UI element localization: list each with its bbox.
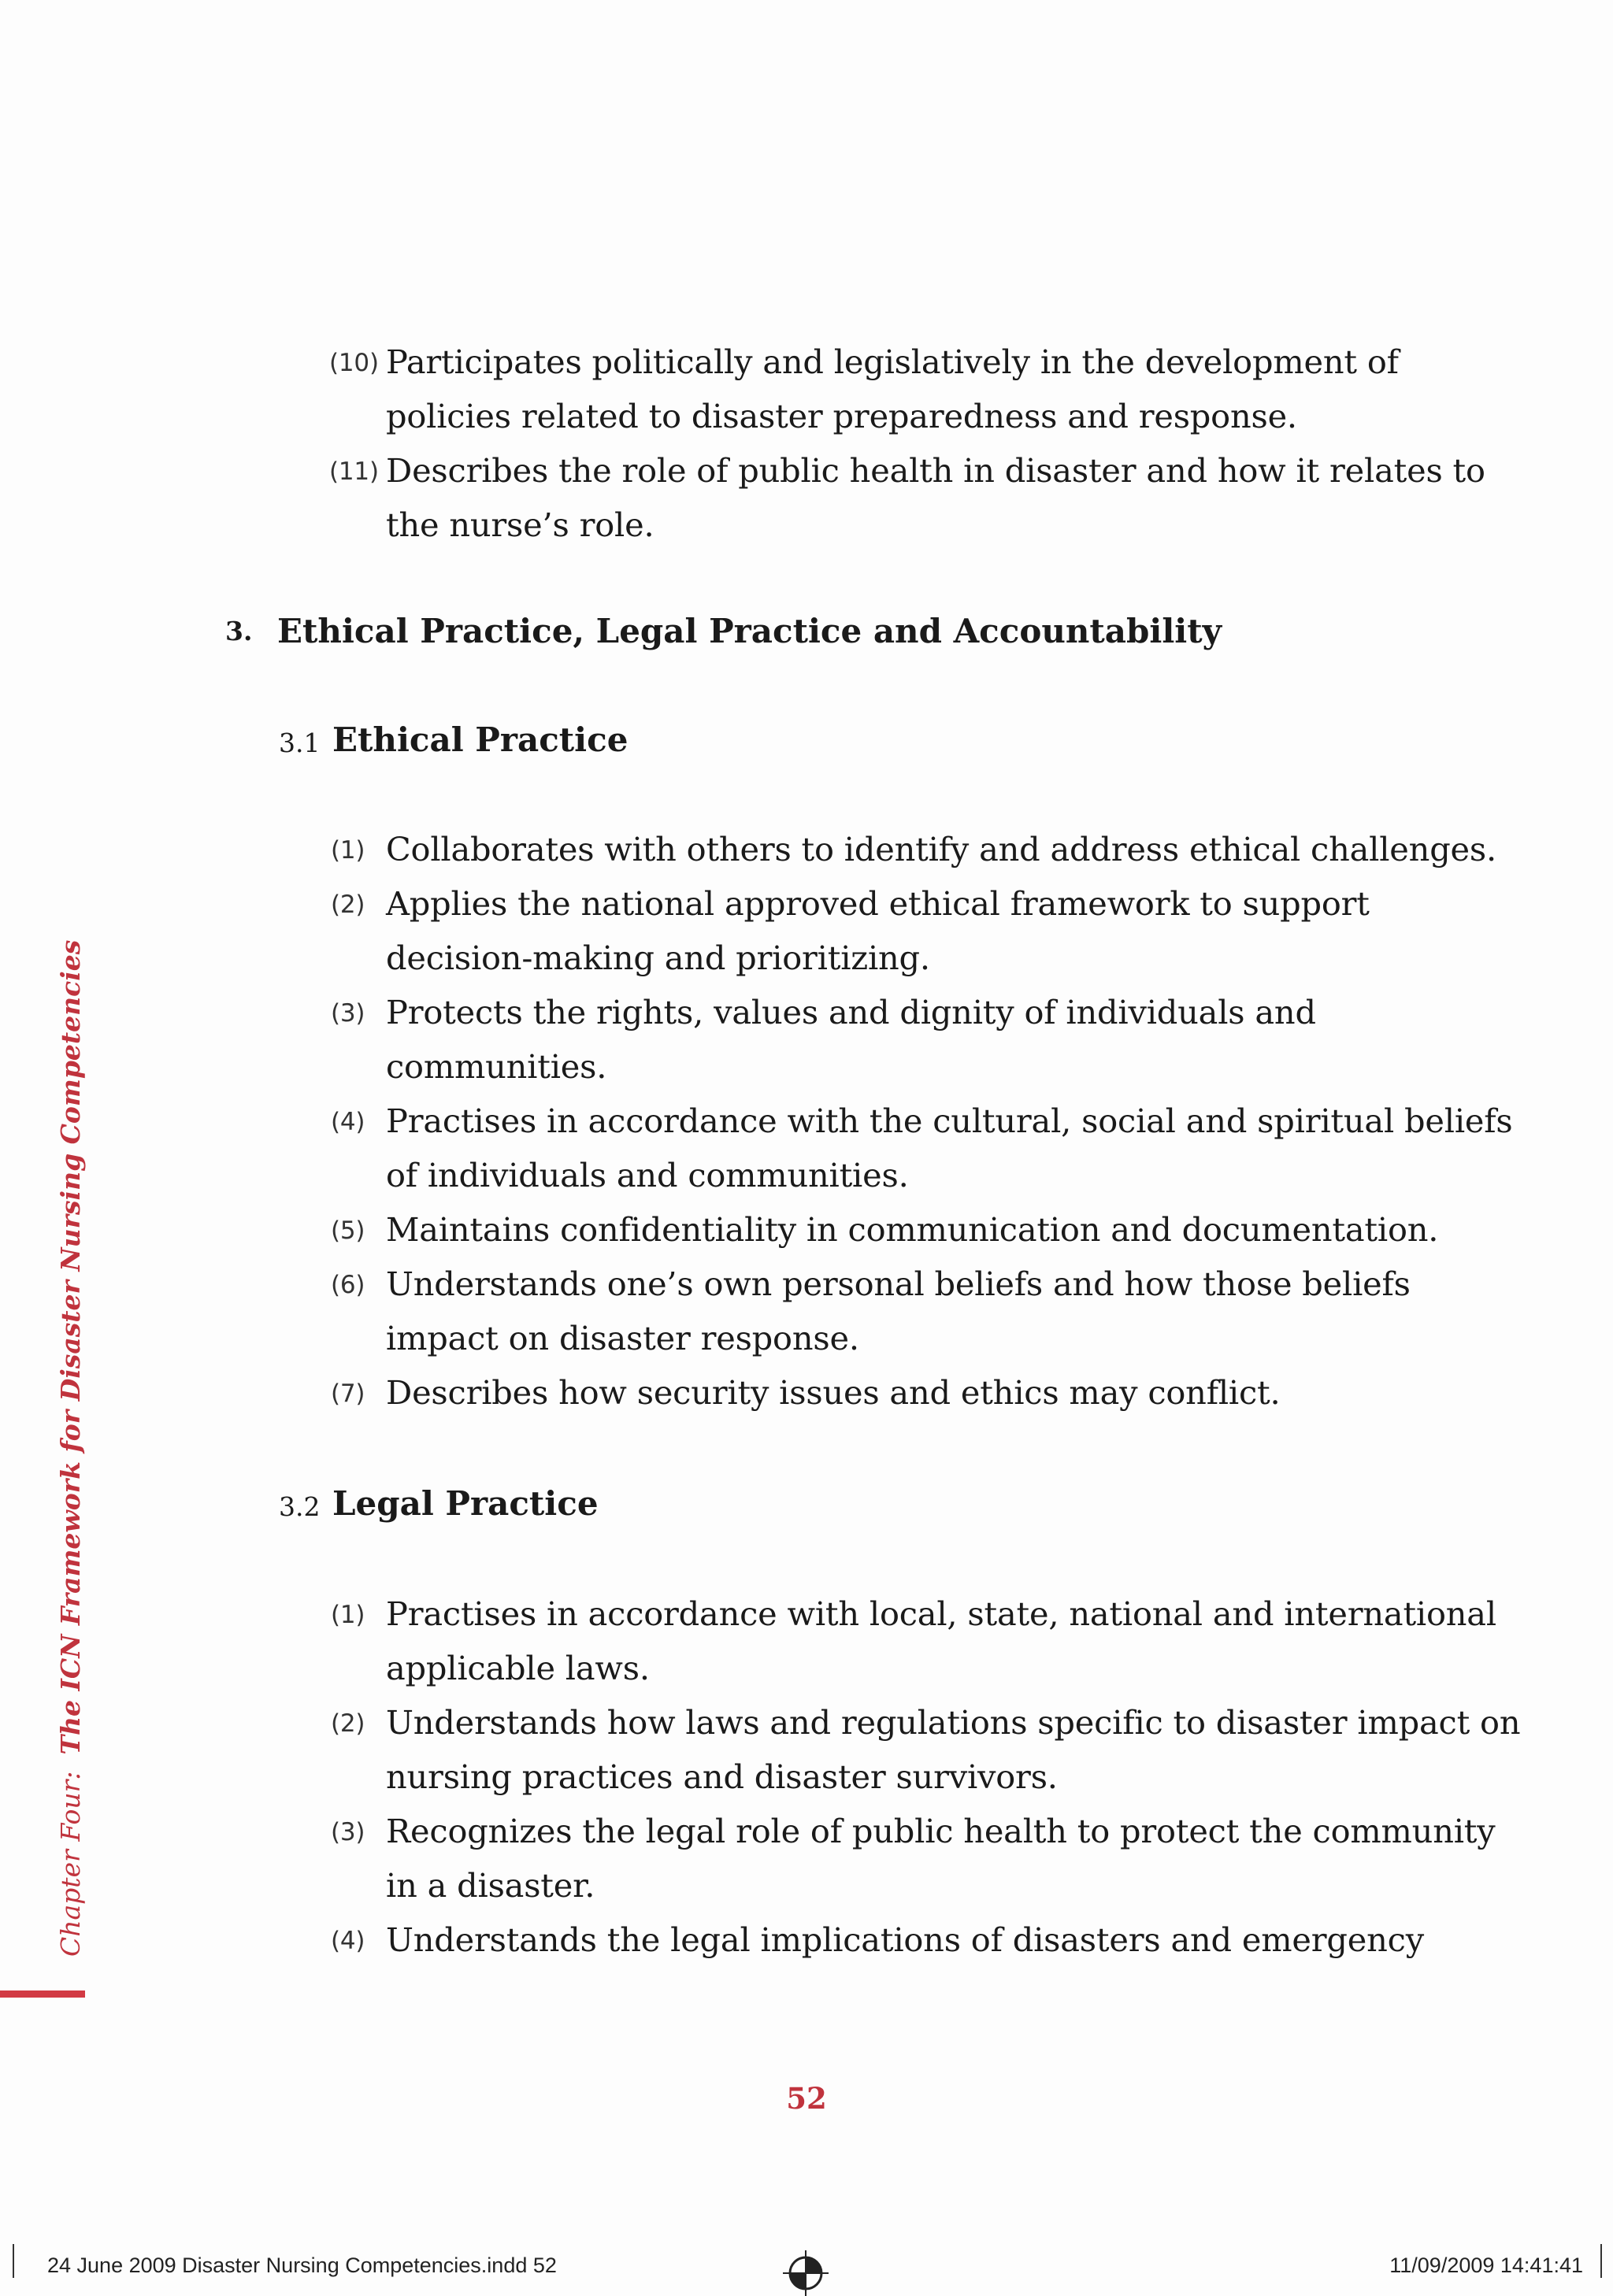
item-number: (1) (331, 836, 365, 865)
item-text-line: impact on disaster response. (386, 1319, 859, 1357)
registration-mark-icon (783, 2250, 829, 2296)
subsection-number: 3.2 (279, 1491, 321, 1522)
item-number: (2) (331, 1709, 365, 1738)
item-number: (7) (331, 1379, 365, 1408)
page-number: 52 (786, 2081, 827, 2116)
item-text-line: Understands the legal implications of disasters and emergency (386, 1920, 1424, 1959)
item-text-line: Recognizes the legal role of public health to protect the community (386, 1812, 1496, 1850)
item-number: (2) (331, 891, 365, 919)
item-text-line: Describes how security issues and ethics may conflict. (386, 1373, 1281, 1412)
section-number: 3. (225, 616, 253, 646)
subsection-title: Ethical Practice (332, 720, 629, 759)
item-number: (10) (329, 349, 379, 377)
item-number: (1) (331, 1601, 365, 1629)
item-number: (6) (331, 1271, 365, 1299)
item-text-line: policies related to disaster preparedness and response. (386, 397, 1297, 435)
item-text-line: of individuals and communities. (386, 1156, 909, 1194)
chapter-side-label (55, 940, 86, 1957)
crop-mark (13, 2244, 14, 2278)
subsection-number: 3.1 (279, 728, 321, 758)
item-text-line: Understands one’s own personal beliefs and how those beliefs (386, 1265, 1411, 1303)
chapter-title: The ICN Framework for Disaster Nursing Competencies (55, 939, 86, 1755)
footer-timestamp: 11/09/2009 14:41:41 (1389, 2253, 1583, 2277)
chapter-prefix: Chapter Four: (55, 1771, 86, 1957)
item-number: (3) (331, 999, 365, 1028)
section-title: Ethical Practice, Legal Practice and Accountability (277, 612, 1222, 650)
item-text-line: Applies the national approved ethical framework to support (386, 884, 1370, 923)
item-text-line: Practises in accordance with the cultural, social and spiritual beliefs (386, 1102, 1513, 1140)
item-text-line: Protects the rights, values and dignity of individuals and (386, 993, 1316, 1031)
footer-filename: 24 June 2009 Disaster Nursing Competencies.indd 52 (47, 2253, 557, 2277)
item-number: (11) (329, 457, 379, 486)
side-accent-bar (0, 1990, 85, 1998)
item-number: (4) (331, 1927, 365, 1955)
item-text-line: Collaborates with others to identify and address ethical challenges. (386, 830, 1497, 868)
item-text-line: Describes the role of public health in disaster and how it relates to (386, 451, 1485, 490)
item-text-line: Participates politically and legislatively in the development of (386, 343, 1399, 381)
item-number: (4) (331, 1108, 365, 1136)
crop-mark (1600, 2244, 1602, 2278)
item-number: (3) (331, 1818, 365, 1846)
subsection-title: Legal Practice (332, 1484, 599, 1523)
item-text-line: communities. (386, 1047, 607, 1086)
item-text-line: Maintains confidentiality in communication and documentation. (386, 1210, 1439, 1249)
item-text-line: Practises in accordance with local, state, national and international (386, 1594, 1496, 1633)
item-text-line: decision-making and prioritizing. (386, 939, 930, 977)
item-text-line: in a disaster. (386, 1866, 595, 1905)
item-text-line: Understands how laws and regulations specific to disaster impact on (386, 1703, 1521, 1742)
item-number: (5) (331, 1217, 365, 1245)
item-text-line: applicable laws. (386, 1649, 650, 1687)
item-text-line: the nurse’s role. (386, 505, 654, 544)
item-text-line: nursing practices and disaster survivors. (386, 1757, 1058, 1796)
